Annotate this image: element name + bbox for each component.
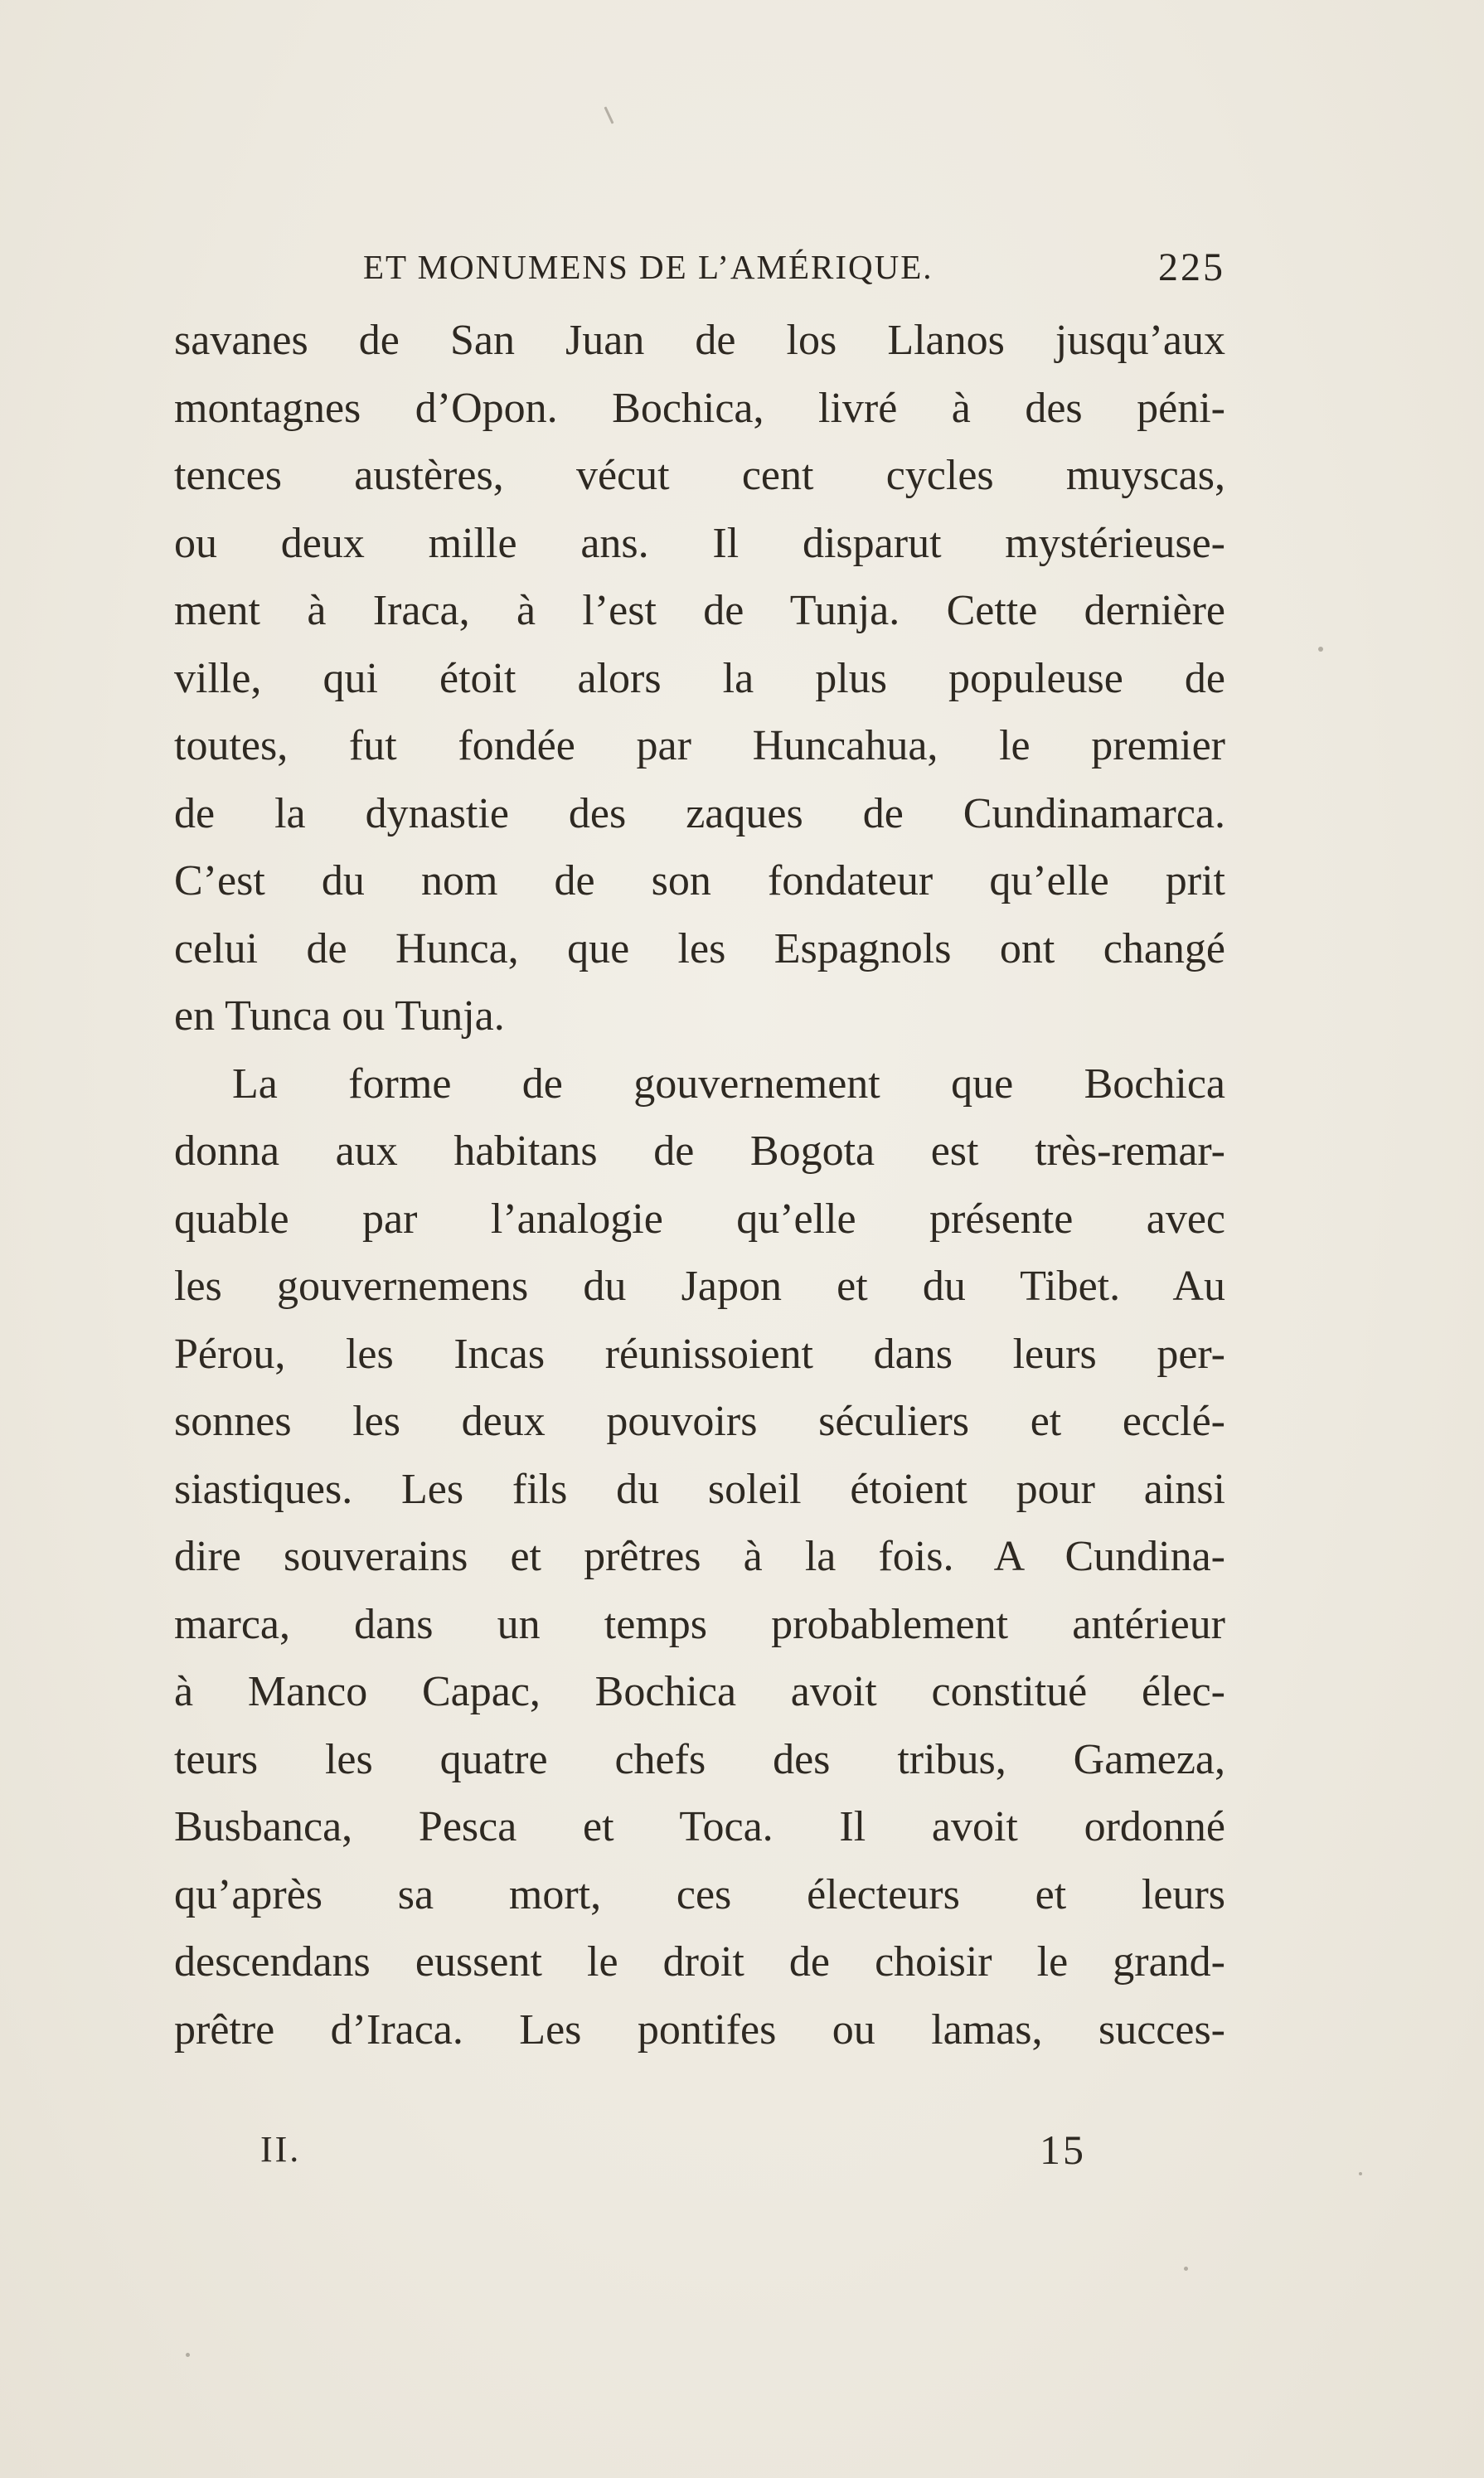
- text-line: Pérou, les Incas réunissoient dans leurs per-: [174, 1330, 1225, 1378]
- text-line: ou deux mille ans. Il disparut mystérieuse-: [174, 519, 1225, 567]
- text-line-paragraph-end: en Tunca ou Tunja.: [174, 992, 505, 1040]
- page-header: [363, 234, 1225, 300]
- text-line: qu’après sa mort, ces électeurs et leurs: [174, 1870, 1225, 1918]
- paper-speck: [604, 106, 613, 124]
- text-line: prêtre d’Iraca. Les pontifes ou lamas, succes-: [174, 2005, 1225, 2054]
- text-line: teurs les quatre chefs des tribus, Gameza,: [174, 1735, 1225, 1783]
- paper-speck: [186, 2353, 190, 2357]
- text-line: celui de Hunca, que les Espagnols ont changé: [174, 924, 1225, 972]
- text-line: quable par l’analogie qu’elle présente avec: [174, 1195, 1225, 1243]
- text-line: tences austères, vécut cent cycles muyscas,: [174, 452, 1225, 499]
- paper-speck: [1318, 647, 1323, 652]
- page-footer: [0, 2121, 1484, 2179]
- text-line: toutes, fut fondée par Huncahua, le premier: [174, 722, 1225, 769]
- text-line: à Manco Capac, Bochica avoit constitué élec-: [174, 1668, 1225, 1715]
- text-line: montagnes d’Opon. Bochica, livré à des péni-: [174, 384, 1225, 432]
- sheet-number: 15: [1040, 2126, 1086, 2173]
- text-line: descendans eussent le droit de choisir le grand-: [174, 1938, 1225, 1986]
- text-line: dire souverains et prêtres à la fois. A Cundina-: [174, 1533, 1225, 1580]
- text-line: siastiques. Les fils du soleil étoient pour ainsi: [174, 1465, 1225, 1513]
- page-number: 225: [1158, 245, 1225, 289]
- text-line: ment à Iraca, à l’est de Tunja. Cette dernière: [174, 587, 1225, 634]
- text-line: ville, qui étoit alors la plus populeuse de: [174, 654, 1225, 702]
- paper-speck: [1184, 2267, 1188, 2271]
- running-head: ET MONUMENS DE L’AMÉRIQUE.: [363, 248, 934, 286]
- text-line-paragraph-start: La forme de gouvernement que Bochica: [232, 1060, 1225, 1108]
- text-line: donna aux habitans de Bogota est très-remar-: [174, 1127, 1225, 1175]
- text-line: Busbanca, Pesca et Toca. Il avoit ordonné: [174, 1803, 1225, 1850]
- body-text: [174, 307, 1225, 2063]
- signature-mark: II.: [260, 2129, 302, 2170]
- text-line: marca, dans un temps probablement antérieur: [174, 1600, 1225, 1648]
- text-line: savanes de San Juan de los Llanos jusqu’aux: [174, 317, 1225, 364]
- text-line: de la dynastie des zaques de Cundinamarca.: [174, 789, 1225, 837]
- text-line: sonnes les deux pouvoirs séculiers et ecclé-: [174, 1398, 1225, 1445]
- text-line: C’est du nom de son fondateur qu’elle prit: [174, 857, 1225, 904]
- text-line: les gouvernemens du Japon et du Tibet. Au: [174, 1263, 1225, 1310]
